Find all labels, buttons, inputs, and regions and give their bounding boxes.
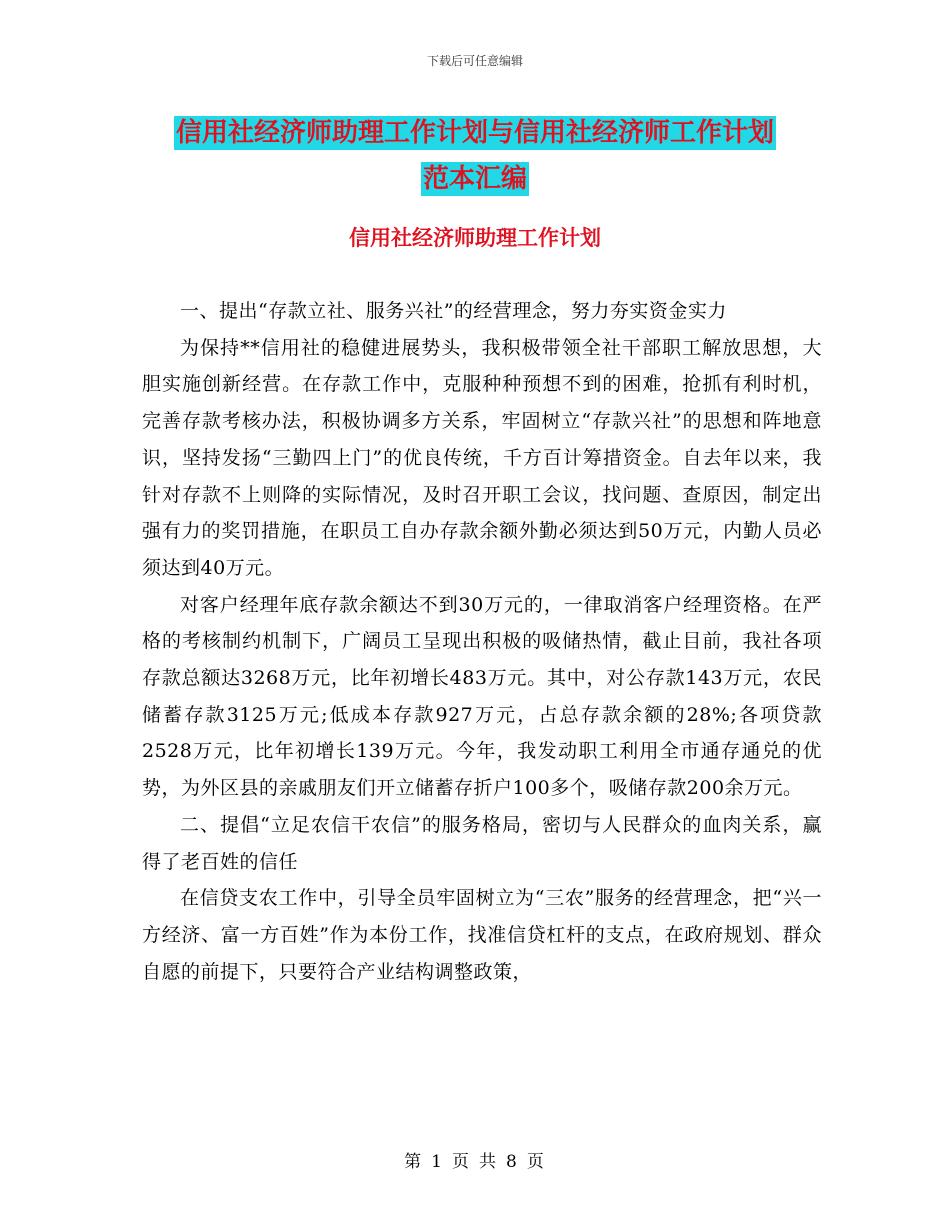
page-number: 1 [431,1152,444,1172]
paragraph-1: 一、提出“存款立社、服务兴社”的经营理念，努力夯实资金实力 [180,300,727,322]
document-body [142,293,822,990]
section-title: 信用社经济师助理工作计划 [349,226,601,250]
page-footer [0,1147,950,1172]
title-line-1: 信用社经济师助理工作计划与信用社经济师工作计划 [175,118,774,148]
page-unit: 页 [452,1152,471,1172]
paragraph-5: 在信贷支农工作中，引导全员牢固树立为“三农”服务的经营理念，把“兴一方经济、富一方百姓”作为本份工作，找准信贷杠杆的支点，在政府规划、群众自愿的前提下，只要符合产业结构调整政策， [142,887,822,983]
paragraph-3: 对客户经理年底存款余额达不到30万元的，一律取消客户经理资格。在严格的考核制约机制下，广阔员工呈现出积极的吸储热情，截止目前，我社各项存款总额达3268万元，比年初增长483万元。其中，对公存款143万元，农民储蓄存款3125万元;低成本存款927万元，占总存款余额的28%;各项贷款2528万元，比年初增长139万元。今年，我发动职工利用全市通存通兑的优势，为外区县的亲戚朋友们开立储蓄存折户100多个，吸储存款200余万元。 [142,593,822,800]
total-pages: 8 [506,1152,519,1172]
paragraph-2: 为保持**信用社的稳健进展势头，我积极带领全社干部职工解放思想，大胆实施创新经营。在存款工作中，克服种种预想不到的困难，抢抓有利时机，完善存款考核办法，积极协调多方关系，牢固树立“存款兴社”的思想和阵地意识，坚持发扬“三勤四上门”的优良传统，千方百计筹措资金。自去年以来，我针对存款不上则降的实际情况，及时召开职工会议，找问题、查原因，制定出强有力的奖罚措施，在职员工自办存款余额外勤必须达到50万元，内勤人员必须达到40万元。 [142,336,822,579]
total-label: 共 [479,1152,498,1172]
header-note: 下载后可任意编辑 [426,54,523,68]
total-unit: 页 [526,1152,546,1172]
title-line-2: 范本汇编 [422,164,527,194]
document-title [0,110,950,202]
paragraph-4: 二、提倡“立足农信干农信”的服务格局，密切与人民群众的血肉关系，赢得了老百姓的信任 [142,813,822,873]
page-label: 第 [404,1152,424,1172]
